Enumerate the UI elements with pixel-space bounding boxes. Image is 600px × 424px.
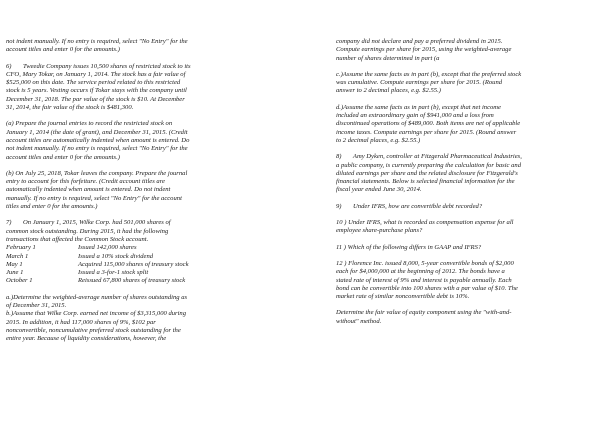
transactions-table — [6, 244, 265, 285]
transaction-desc: Acquired 115,000 shares of treasury stock — [78, 260, 189, 268]
transaction-desc: Reissued 67,800 shares of treasury stock — [78, 277, 186, 285]
transaction-row — [6, 277, 265, 285]
transaction-row — [6, 253, 265, 261]
question-8: 8) Amy Dyken, controller at Fitzgerald Pharmaceutical Industries, a public company, is currently preparing the calculation for basic and diluted earnings per share and the related disclosure for Fitzgerald's financial statements. Below is selected financial information for the fiscal year ended June 30, 2014. — [336, 153, 522, 194]
transaction-date: May 1 — [6, 260, 23, 268]
transaction-row — [6, 244, 265, 252]
question-7-part-b-cont: company did not declare and pay a preferred dividend in 2015. Compute earnings per share for 2015, using the weighted-average number of shares determined in part (a — [336, 38, 512, 62]
transaction-date: February 1 — [6, 244, 36, 252]
left-column — [6, 0, 265, 344]
transaction-desc: Issued a 3-for-1 stock split — [78, 269, 149, 277]
question-11: 11 ) Which of the following differs in GAAP and IFRS? — [336, 243, 482, 251]
question-7-part-a: a.)Determine the weighted-average number of shares outstanding as of December 31, 2015. — [6, 293, 188, 310]
transaction-date: October 1 — [6, 277, 33, 285]
transaction-row — [6, 269, 265, 277]
question-9: 9) Under IFRS, how are convertible debt recorded? — [336, 202, 483, 210]
question-12-task: Determine the fair value of equity component using the "with-and- without" method. — [336, 309, 512, 325]
question-6: 6) Tweedie Company issues 10,500 shares of restricted stock to its CFO, Mary Tokar, on January 1, 2014. The stock has a fair value of $525,000 on this date. The service period related to this restricted stock is 5 years. Vesting occurs if Tokar stays with the company until December 31, 2018. The par value of the stock is $10. At December 31, 2014, the fair value of the stock is $481,300. — [6, 62, 191, 112]
question-7-part-b: b.)Assume that Wilke Corp. earned net income of $3,315,000 during 2015. In addition, it had 117,000 shares of 9%, $102 par nonconvertible, noncumulative preferred stock outstanding for the entire year. Because of liquidity considerations, however, the — [6, 310, 187, 343]
question-6-part-a: (a) Prepare the journal entries to record the restricted stock on January 1, 2014 (the date of grant), and December 31, 2015. (Credit account titles are automatically indented when amount is entered. Do not indent manually. If no entry is required, select "No Entry" for the account titles and enter 0 for the amounts.) — [6, 120, 190, 161]
question-12: 12 ) Florence Inc. issued 8,000, 5-year convertible bonds of $2,000 each for $4,000,000 at the beginning of 2012. The bonds have a stated rate of interest of 9% and interest is payable annually. Each bond can be convertible into 100 shares with a par value of $10. The market rate of similar nonconvertible debt is 10%. — [336, 259, 518, 301]
transaction-date: March 1 — [6, 252, 29, 260]
question-7-part-c: c.)Assume the same facts as in part (b), except that the preferred stock was cumulative. Compute earnings per share for 2015. (Round answer to 2 decimal places, e.g. $2.55.) — [336, 70, 522, 95]
right-column — [336, 0, 594, 326]
transaction-date: June 1 — [6, 269, 24, 277]
question-7: 7) On January 1, 2015, Wilke Corp. had 501,000 shares of common stock outstanding. During 2015, it had the following transactions that affected the Common Stock account. — [6, 219, 171, 243]
paragraph: not indent manually. If no entry is required, select "No Entry" for the account titles and enter 0 for the amounts.) — [6, 38, 188, 54]
question-10: 10 ) Under IFRS, what is recorded as compensation expense for all employee share-purchase plans? — [336, 219, 514, 235]
question-6-part-b: (b) On July 25, 2018, Tokar leaves the company. Prepare the journal entry to account for this forfeiture. (Credit account titles are automatically indented when amount is entered. Do not indent manually. If no entry is required, select "No Entry" for the account titles and enter 0 for the amounts.) — [6, 169, 188, 211]
question-7-part-d: d.)Assume the same facts as in part (b), except that net income included an extraordinary gain of $941,000 and a loss from discontinued operations of $489,000. Both items are net of applicable income taxes. Compute earnings per share for 2015. (Round answer to 2 decimal places, e.g. $2.55.) — [336, 103, 521, 144]
transaction-desc: Issued 142,000 shares — [78, 244, 137, 252]
transaction-desc: Issued a 10% stock dividend — [78, 252, 154, 260]
transaction-row — [6, 261, 265, 269]
